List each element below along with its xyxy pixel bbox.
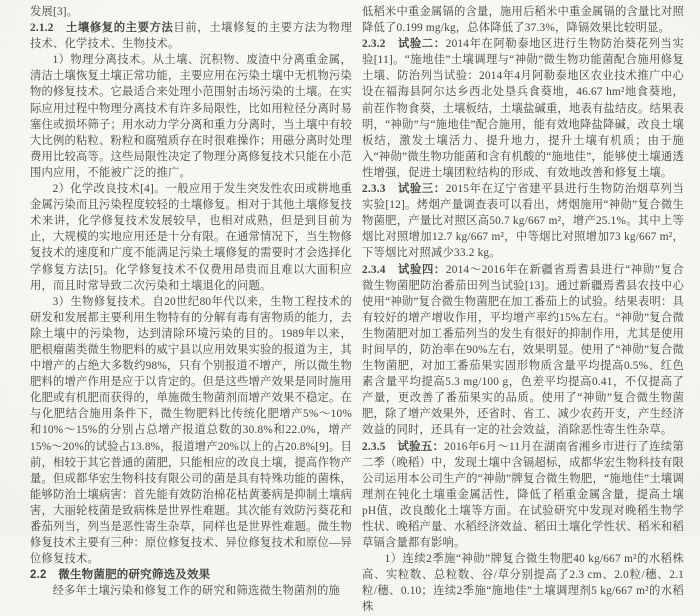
section-label: 2.3.2 试验二： (362, 38, 446, 51)
paragraph-body: 经多年土壤污染和修复工作的研究和筛选微生物菌剂的施 (52, 585, 341, 598)
section-2-3-4 (362, 262, 684, 439)
section-text: 2014～2016年在新疆省焉耆县进行“神勋”复合微生物菌肥防治番茄田列当试验[13]。通过新疆焉耆县农技中心使用“神勋”复合微生物菌肥在加工番茄上的试验。结果表明：具有较好的增产增收作用，平均增产率约15%左右。“神勋”复合微生物菌肥对加工番茄列当的发生有很好的抑制作用，尤其是使用时间早的，防治率在90%左右，效果明显。使用了“神勋”复合微生物菌肥，对加工番茄果实固形物质含量平均提高0.5%、红色素含量平均提高5.3 mg/100 g，色差平均提高0.41，不仅提高了产量，更改善了番茄果实的品质。使用了“神勋”复合微生物菌肥，除了增产效果外，还省时、省工、减少农药开支，产生经济效益的同时，还具有一定的社会效益，消除恶性寄生性杂草。 (362, 263, 684, 437)
list-item-bio-remediation: 3）生物修复技术。自20世纪80年代以来，生物工程技术的研发和发展都主要利用生物特有的分解有毒有害物质的能力，去除土壤中的污染物，达到清除环境污染的目的。1989年以来，肥根瘤菌类微生物肥料的威宁县以应用效果实验的报道为主，其中增产的占绝大多数约98%，只有个别报道不增产，所以微生物肥料的增产作用是应于以肯定的。但是这些增产效果是同时施用化肥或有机肥而获得的，单施微生物菌剂而增产效果不稳定。在与化肥结合施用条件下，微生物肥料比传统化肥增产5%～10%和10%～15%的分别占总增产报道总数的30.8%和22.0%，增产15%～20%的试验占13.8%，报道增产20%以上的占20.8%[9]。目前，相较于其它普通的菌肥，只能相应的改良土壤，提高作物产量。但成都华宏生物科技有限公司的菌是具有特殊功能的菌株，能够防治土壤病害：首先能有效防治棉花枯黄萎病是抑制土壤病害，大丽轮枝菌是致病株是世界性难题。其次能有效防污葵花和番茄列当，列当是恶性寄生杂草，同样也是世界性难题。微生物修复技术主要有三种：原位修复技术、异位修复技术和原位—异位修复技术。 (30, 295, 353, 566)
section-text: 2014年在阿勒泰地区进行生物防治葵花列当实验[11]。“施地佳”土壤调理与“神勋”微生物功能菌配合施用修复土壤、防治列当试验：2014年4月阿勒泰地区农业技术推广中心设在福海县阿尔达乡西北处垦兵食葵地，46.67 hm²地食葵地，前茬作物食葵，土壤板结，土壤盐碱重，地表有盐结皮。结果表明，“神勋”与“施地佳”配合施用，能有效地降盐降碱，改良土壤板结，激发土壤活力、提升地力，提升土壤有机质；由于施入“神勋”微生物功能菌和含有机酸的“施地佳”，能够使土壤通透性增强，促进土壤团粒结构的形成、有效地改善和修复土壤。 (362, 38, 684, 179)
section-label: 2.3.4 试验四： (362, 263, 446, 276)
section-2-1-2 (30, 20, 352, 52)
section-2-3-3 (362, 181, 684, 261)
left-column (30, 4, 353, 598)
list-item-chemical-improvement: 2）化学改良技术[4]。一般应用于发生突发性农田或耕地重金属污染而且污染程度较轻的土壤修复。相对于其他土壤修复技术来讲，化学修复技术发展较早，也相对成熟，但是到目前为止，大规模的实地应用还是十分有限。在通常情况下，当生物修复技术的速度和广度不能满足污染土壤修复的需要时才会选择化学修复方法[5]。化学修复技术不仅费用昂贵而且难以大面积应用，而且时常导致二次污染和土壤退化的问题。 (30, 183, 352, 292)
section-text: 2015年在辽宁省建平县进行生物防治烟草列当实验[12]。烤烟产量调查表可以看出，烤烟施用“神勋”复合微生物菌肥，产量比对照区高50.7 kg/667 m²，增产25.1%。其中上等烟比对照增加12.7 kg/667 m²，中等烟比对照增加73 kg/667 m²，下等烟比对照减少33.2 kg。 (362, 183, 684, 260)
list-item-physical-separation: 1）物理分离技术。从土壤、沉积物、废渣中分离重金属，清洁土壤恢复土壤正常功能，主要应用在污染土壤中无机物污染物的修复技术。它最适合来处理小范围射击场污染的土壤。在实际应用过程中物理分离技术有许多局限性，比如用粒径分离时易塞住或损坏筛子；用水动力学分离和重力分离时，当土壤中有较大比例的粘粒、粉粒和腐殖质存在时很难操作；用磁分离时处理费用比较高等。这些局限性决定了物理分离修复技术只能在小范围内应用，不能被广泛的推广。 (30, 54, 352, 179)
paragraph-continuation: 发展[3]。 (30, 6, 79, 18)
section-heading-2-2: 2.2 微生物菌肥的研究筛选及效果 (30, 569, 211, 582)
section-2-3-2 (362, 36, 684, 181)
list-item-rice-results: 1）连续2季施“神勋”牌复合微生物肥40 kg/667 m²的水稻株高、实粒数、总粒数、谷/草分别提高了2.3 cm、2.0粒/穗、2.1粒/穗、0.10；连续2季施“施地佳”土壤调理剂5 kg/667 m²的水稻株 (362, 553, 684, 614)
section-2-3-5 (362, 439, 684, 552)
section-label: 2.3.3 试验三： (362, 183, 446, 196)
paragraph-continuation: 低稻米中重金属镉的含量，施用后稻米中重金属镉的含量比对照降低了0.199 mg/kg，总体降低了37.3%，降镉效果比较明显。 (362, 6, 684, 35)
section-text: 目前，土壤修复的主要方法为物理技术、化学技术、生物技术。 (30, 22, 352, 51)
section-label: 2.3.5 试验五： (362, 440, 445, 453)
section-label: 2.1.2 土壤修复的主要方法 (30, 22, 174, 35)
section-text: 2016年6月～11月在湖南省湘乡市进行了连续第二季（晚稻）中，发现土壤中含镉超标，成都华宏生物科技有限公司运用本公司生产的“神勋”牌复合微生物肥，“施地佳”土壤调理剂在钝化土壤重金属活性，降低了稻重金属含量，提高土壤pH值，改良酸化土壤等方面。在试验研究中发现对晚稻生物学性状、晚稻产量、水稻经济效益、稻田土壤化学性状、稻米和稻草镉含量都有影响。 (362, 440, 684, 550)
right-column (362, 4, 684, 614)
